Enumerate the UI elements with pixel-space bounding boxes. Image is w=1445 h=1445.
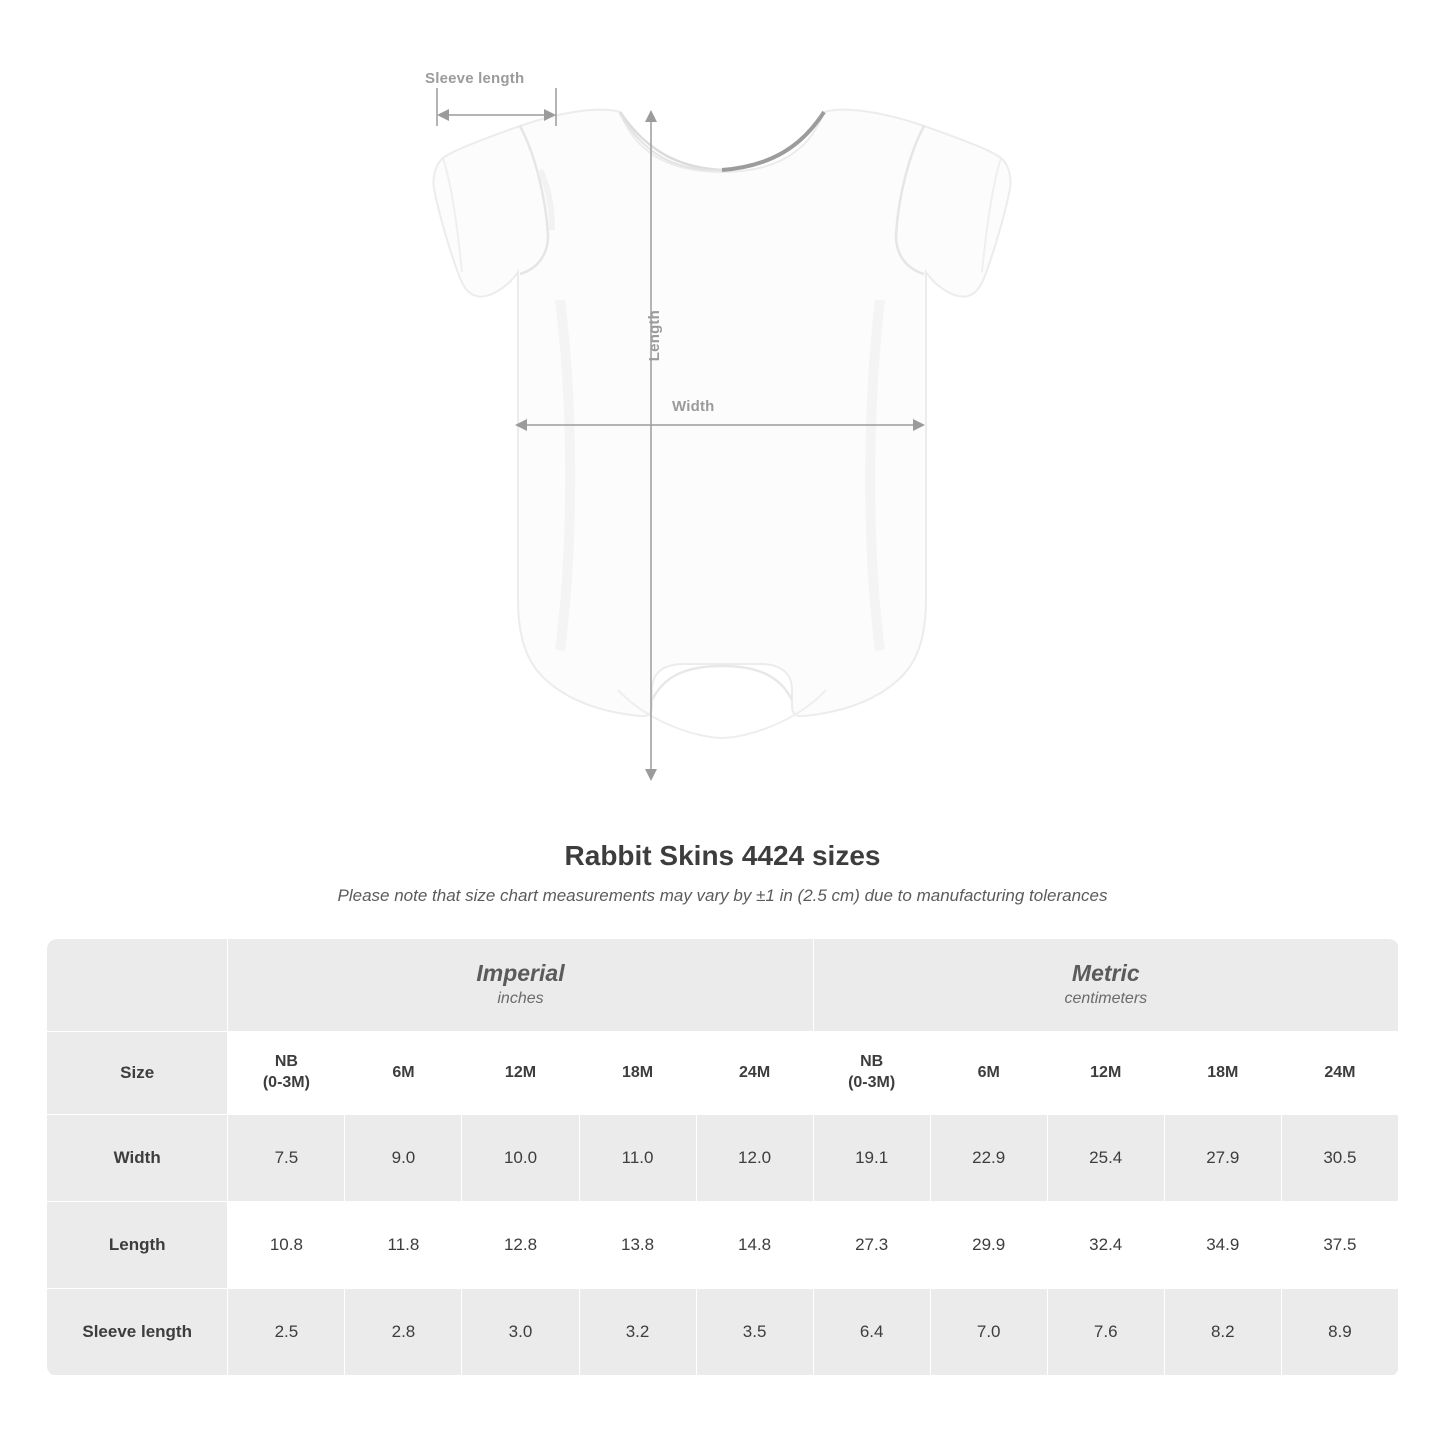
- unit-group-metric-name: Metric: [1071, 960, 1140, 987]
- size-chart-table-wrap: [46, 938, 1399, 1376]
- unit-group-imperial-sub: inches: [497, 990, 544, 1008]
- unit-group-metric: [813, 939, 1398, 1032]
- unit-header-blank: [47, 939, 228, 1032]
- size-sub: (0-3M): [262, 1074, 310, 1091]
- table-row: [47, 1115, 1399, 1202]
- title-block: [0, 840, 1445, 906]
- cell-length-0: 10.8: [228, 1202, 345, 1289]
- cell-length-6: 29.9: [930, 1202, 1047, 1289]
- cell-length-3: 13.8: [579, 1202, 696, 1289]
- cell-length-7: 32.4: [1047, 1202, 1164, 1289]
- size-header-24m-metric: [1281, 1032, 1398, 1115]
- cell-sleeve-2: 3.0: [462, 1289, 579, 1376]
- table-row: [47, 1202, 1399, 1289]
- cell-width-8: 27.9: [1164, 1115, 1281, 1202]
- cell-width-0: 7.5: [228, 1115, 345, 1202]
- bodysuit-shape: [433, 110, 1010, 738]
- size-header-6m-imperial: [345, 1032, 462, 1115]
- unit-group-metric-sub: centimeters: [1064, 990, 1148, 1008]
- cell-sleeve-9: 8.9: [1281, 1289, 1398, 1376]
- row-label-width: Width: [47, 1115, 228, 1202]
- size-header-12m-metric: [1047, 1032, 1164, 1115]
- cell-width-4: 12.0: [696, 1115, 813, 1202]
- cell-sleeve-5: 6.4: [813, 1289, 930, 1376]
- size-main: NB: [860, 1053, 884, 1071]
- size-sub: (0-3M): [848, 1074, 896, 1091]
- cell-length-9: 37.5: [1281, 1202, 1398, 1289]
- cell-length-4: 14.8: [696, 1202, 813, 1289]
- cell-sleeve-0: 2.5: [228, 1289, 345, 1376]
- size-header-24m-imperial: [696, 1032, 813, 1115]
- width-label: Width: [672, 398, 715, 415]
- cell-width-7: 25.4: [1047, 1115, 1164, 1202]
- cell-length-1: 11.8: [345, 1202, 462, 1289]
- size-header-18m-metric: [1164, 1032, 1281, 1115]
- cell-sleeve-3: 3.2: [579, 1289, 696, 1376]
- size-header-row: [47, 1032, 1399, 1115]
- row-label-length: Length: [47, 1202, 228, 1289]
- size-header-corner: Size: [47, 1032, 228, 1115]
- size-main: 6M: [392, 1063, 415, 1081]
- size-main: 18M: [1207, 1063, 1239, 1081]
- size-main: 12M: [504, 1063, 537, 1081]
- size-chart-table: [46, 938, 1399, 1376]
- size-main: 6M: [977, 1063, 1000, 1081]
- size-header-nb-metric: [813, 1032, 930, 1115]
- tolerance-note: Please note that size chart measurements may vary by ±1 in (2.5 cm) due to manufacturing tolerances: [337, 886, 1108, 905]
- cell-width-5: 19.1: [813, 1115, 930, 1202]
- cell-sleeve-8: 8.2: [1164, 1289, 1281, 1376]
- row-label-sleeve-length: Sleeve length: [47, 1289, 228, 1376]
- size-main: 18M: [621, 1063, 654, 1081]
- cell-sleeve-7: 7.6: [1047, 1289, 1164, 1376]
- page-title: Rabbit Skins 4424 sizes: [564, 840, 881, 871]
- cell-length-5: 27.3: [813, 1202, 930, 1289]
- unit-header-row: [47, 939, 1399, 1032]
- unit-group-imperial-name: Imperial: [476, 960, 565, 987]
- sleeve-length-label: Sleeve length: [425, 70, 525, 87]
- size-header-nb-imperial: [228, 1032, 345, 1115]
- size-header-12m-imperial: [462, 1032, 579, 1115]
- size-main: 24M: [739, 1063, 771, 1081]
- cell-sleeve-6: 7.0: [930, 1289, 1047, 1376]
- size-header-18m-imperial: [579, 1032, 696, 1115]
- cell-length-2: 12.8: [462, 1202, 579, 1289]
- cell-sleeve-4: 3.5: [696, 1289, 813, 1376]
- cell-sleeve-1: 2.8: [345, 1289, 462, 1376]
- cell-width-3: 11.0: [579, 1115, 696, 1202]
- table-row: [47, 1289, 1399, 1376]
- cell-width-9: 30.5: [1281, 1115, 1398, 1202]
- cell-length-8: 34.9: [1164, 1202, 1281, 1289]
- size-main: 24M: [1324, 1063, 1356, 1081]
- size-main: NB: [274, 1053, 298, 1071]
- size-header-6m-metric: [930, 1032, 1047, 1115]
- length-label: Length: [646, 310, 663, 362]
- cell-width-6: 22.9: [930, 1115, 1047, 1202]
- size-main: 12M: [1090, 1063, 1122, 1081]
- cell-width-2: 10.0: [462, 1115, 579, 1202]
- cell-width-1: 9.0: [345, 1115, 462, 1202]
- unit-group-imperial: [228, 939, 813, 1032]
